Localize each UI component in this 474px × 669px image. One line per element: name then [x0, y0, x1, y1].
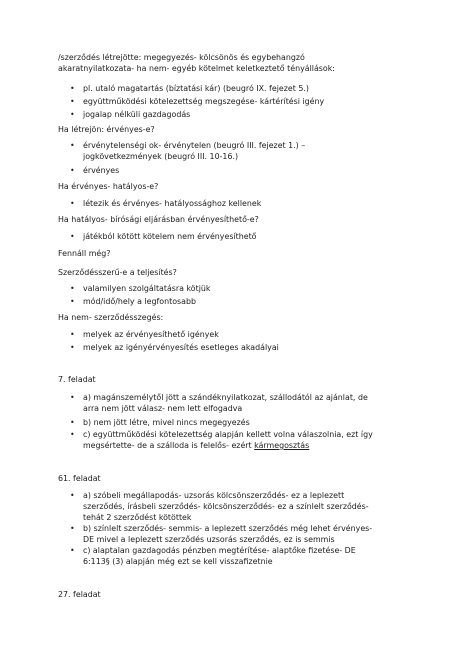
list-item: • valamilyen szolgáltatásra kötjük — [83, 283, 428, 294]
list-item — [83, 429, 428, 451]
section-heading-61: 61. feladat — [58, 474, 101, 483]
text-line: /szerződés létrejötte: megegyezés- kölcsönös és egybehangzó — [58, 53, 305, 62]
text-line: • c) együttműködési kötelezettség alapján kellett volna válaszolnia, ezt így — [83, 430, 373, 439]
list-item: • érvényes — [83, 165, 428, 176]
list-item — [83, 545, 428, 567]
text-line: tehát 2 szerződést kötöttek — [83, 513, 192, 522]
question-breach: Ha nem- szerződésszegés: — [58, 313, 164, 322]
text-line: szerződés, írásbeli szerződés- kölcsönszerződés- ez a színlelt szerződés- — [83, 502, 369, 511]
question-exists: Fennáll még? — [58, 249, 111, 258]
text-line: • érvénytelenségi ok- érvénytelen (beugró III. fejezet 1.) – — [83, 141, 306, 150]
question-performance: Szerződésszerű-e a teljesítés? — [58, 268, 177, 277]
list-item: • melyek az érvényesíthető igények — [83, 329, 428, 340]
text-line: • b) színlelt szerződés- semmis- a leplezett szerződés még lehet érvényes- — [83, 524, 373, 533]
intro-paragraph — [58, 52, 418, 74]
list-item: • pl. utaló magatartás (bíztatási kár) (beugró IX. fejezet 5.) — [83, 83, 428, 94]
list-item: • mód/idő/hely a legfontosabb — [83, 296, 428, 307]
list-item: • együttműködési kötelezettség megszegése- kártérítési igény — [83, 96, 428, 107]
text-line: akaratnyilatkozata- ha nem- egyéb kötelmet keletkeztető tényállások: — [58, 64, 335, 73]
question-enforceable: Ha hatályos- bírósági eljárásban érvényesíthető-e? — [58, 215, 259, 224]
underlined-term: kármegosztás — [254, 441, 310, 450]
section-heading-7: 7. feladat — [58, 375, 96, 384]
text-line: 6:113§ (3) alapján még ezt se kell visszafizetnie — [83, 557, 273, 566]
list-item: • melyek az igényérvényesítés esetleges akadályai — [83, 342, 428, 353]
text-line: • c) alaptalan gazdagodás pénzben megtérítése- alaptőke fizetése- DE — [83, 546, 356, 555]
list-item: • b) nem jött létre, mivel nincs megegyezés — [83, 417, 428, 428]
text-fragment: megsértette- de a szálloda is felelős- ezért — [83, 441, 255, 450]
text-line: arra nem jött válasz- nem lett elfogadva — [83, 404, 243, 413]
text-line — [83, 440, 428, 451]
list-item — [83, 523, 428, 545]
text-line: • a) magánszemélytől jött a szándéknyilatkozat, szállodától az ajánlat, de — [83, 393, 368, 402]
section-heading-27: 27. feladat — [58, 590, 101, 599]
text-line: jogkövetkezmények (beugró III. 10-16.) — [83, 152, 239, 161]
list-item: • létezik és érvényes- hatályossághoz kellenek — [83, 198, 428, 209]
question-valid: Ha létrejön: érvényes-e? — [58, 125, 155, 134]
text-line: • a) szóbeli megállapodás- uzsorás kölcsönszerződés- ez a leplezett — [83, 491, 345, 500]
list-item — [83, 392, 428, 414]
list-item — [83, 140, 428, 162]
list-item: • játékból kötött kötelem nem érvényesíthető — [83, 231, 428, 242]
text-line: DE mivel a leplezett szerződés uzsorás szerződés, ez is semmis — [83, 535, 335, 544]
list-item: • jogalap nélküli gazdagodás — [83, 109, 428, 120]
list-item — [83, 490, 428, 523]
question-effective: Ha érvényes- hatályos-e? — [58, 182, 159, 191]
